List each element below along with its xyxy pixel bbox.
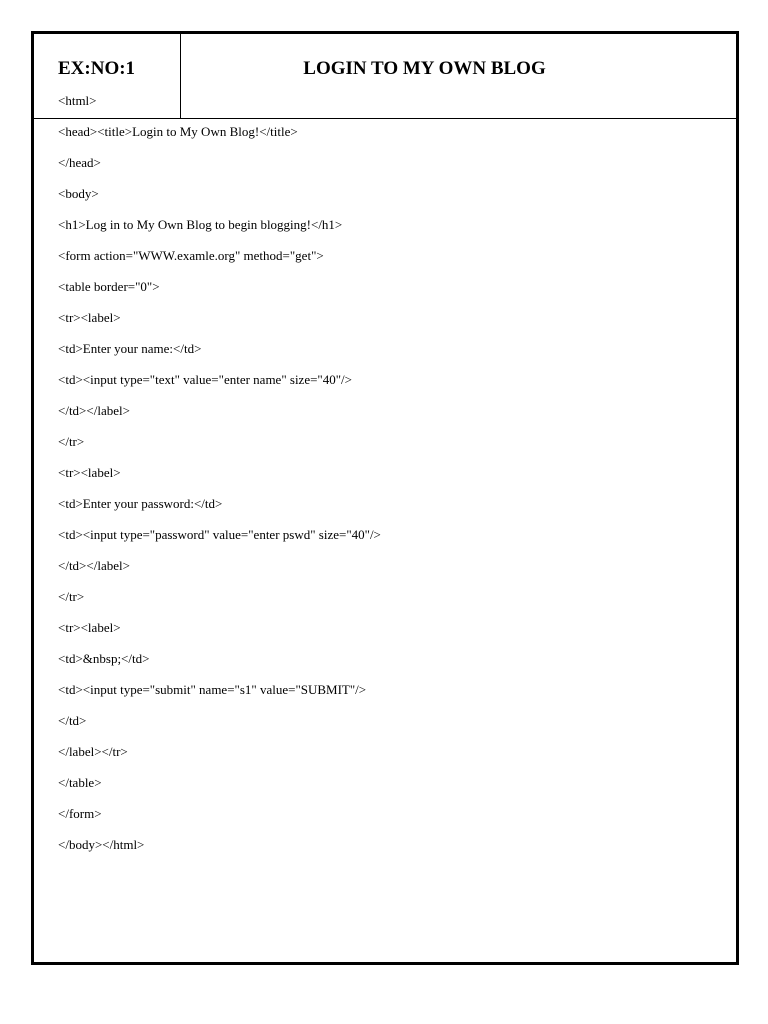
page-title: LOGIN TO MY OWN BLOG bbox=[303, 58, 546, 79]
code-line: <body> bbox=[58, 186, 99, 201]
code-line: </tr> bbox=[58, 434, 85, 449]
code-line: </head> bbox=[58, 155, 101, 170]
code-line: <tr><label> bbox=[58, 620, 121, 635]
code-line: </table> bbox=[58, 775, 102, 790]
code-listing bbox=[58, 92, 678, 867]
code-line: </td> bbox=[58, 713, 87, 728]
code-line: <tr><label> bbox=[58, 465, 121, 480]
code-line: <td><input type="text" value="enter name" size="40"/> bbox=[58, 372, 352, 387]
code-line: </body></html> bbox=[58, 837, 145, 852]
code-line: </label></tr> bbox=[58, 744, 128, 759]
exercise-number: EX:NO:1 bbox=[58, 58, 136, 79]
code-line: <td><input type="submit" name="s1" value="SUBMIT"/> bbox=[58, 682, 367, 697]
code-line: <td><input type="password" value="enter pswd" size="40"/> bbox=[58, 527, 381, 542]
code-line: </form> bbox=[58, 806, 102, 821]
code-line: <td>&nbsp;</td> bbox=[58, 651, 150, 666]
code-line: <form action="WWW.examle.org" method="get"> bbox=[58, 248, 324, 263]
code-line: <html> bbox=[58, 93, 97, 108]
code-line: <td>Enter your name:</td> bbox=[58, 341, 202, 356]
code-line: </td></label> bbox=[58, 403, 130, 418]
code-line: <h1>Log in to My Own Blog to begin blogging!</h1> bbox=[58, 217, 343, 232]
code-line: <table border="0"> bbox=[58, 279, 160, 294]
code-line: <tr><label> bbox=[58, 310, 121, 325]
code-line: </tr> bbox=[58, 589, 85, 604]
code-line: <head><title>Login to My Own Blog!</title> bbox=[58, 124, 298, 139]
code-line: <td>Enter your password:</td> bbox=[58, 496, 223, 511]
code-line: </td></label> bbox=[58, 558, 130, 573]
